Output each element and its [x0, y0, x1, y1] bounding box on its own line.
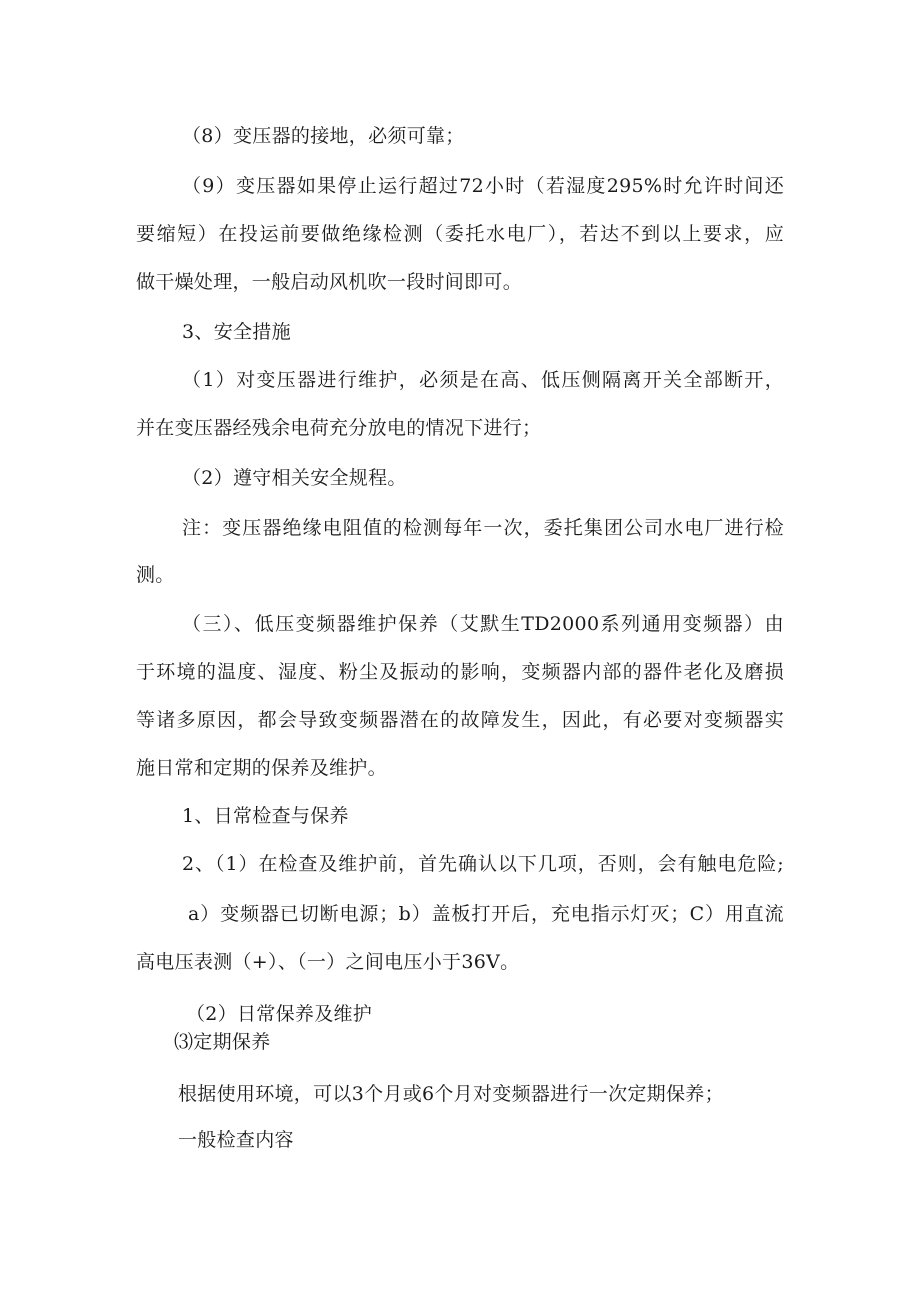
note-line-2: 测。	[136, 564, 175, 586]
paragraph-conditions-line-2: 高电压表测（+）、（一）之间电压小于36V。	[136, 951, 520, 973]
section-inverter-line-4: 施日常和定期的保养及维护。	[136, 757, 387, 779]
paragraph-maintenance-line-2: 并在变压器经残余电荷充分放电的情况下进行；	[136, 417, 542, 439]
paragraph-humidity-line-1: （9）变压器如果停止运行超过72小时（若湿度295%时允许时间还	[182, 175, 784, 197]
paragraph-humidity-line-2: 要缩短）在投运前要做绝缘检测（委托水电厂），若达不到以上要求，应	[136, 223, 784, 245]
section-inverter-line-1: （三）、低压变频器维护保养（艾默生TD2000系列通用变频器）由	[182, 613, 784, 635]
paragraph-conditions-line-1: a）变频器已切断电源；b）盖板打开后，充电指示灯灭；C）用直流	[188, 903, 784, 925]
paragraph-precheck: 2、（1）在检查及维护前，首先确认以下几项，否则，会有触电危险;	[182, 853, 784, 875]
heading-periodic-maintenance: ⑶定期保养	[174, 1031, 271, 1053]
heading-daily-inspection: 1、日常检查与保养	[182, 805, 349, 827]
paragraph-maintenance-interval: 根据使用环境，可以3个月或6个月对变频器进行一次定期保养；	[178, 1083, 724, 1105]
section-inverter-line-2: 于环境的温度、湿度、粉尘及振动的影响，变频器内部的器件老化及磨损	[136, 661, 784, 683]
heading-daily-maintenance: （2）日常保养及维护	[186, 1003, 373, 1025]
note-line-1: 注：变压器绝缘电阻值的检测每年一次，委托集团公司水电厂进行检	[182, 517, 784, 539]
paragraph-transformer-grounding: （8）变压器的接地，必须可靠；	[182, 125, 465, 147]
heading-safety-measures: 3、安全措施	[182, 321, 291, 343]
heading-general-inspection: 一般检查内容	[178, 1129, 294, 1151]
paragraph-humidity-line-3: 做干燥处理，一般启动风机吹一段时间即可。	[136, 271, 523, 293]
section-inverter-line-3: 等诸多原因，都会导致变频器潜在的故障发生，因此，有必要对变频器实	[136, 709, 784, 731]
paragraph-safety-rules: （2）遵守相关安全规程。	[182, 467, 407, 489]
paragraph-maintenance-line-1: （1）对变压器进行维护，必须是在高、低压侧隔离开关全部断开，	[182, 369, 784, 391]
